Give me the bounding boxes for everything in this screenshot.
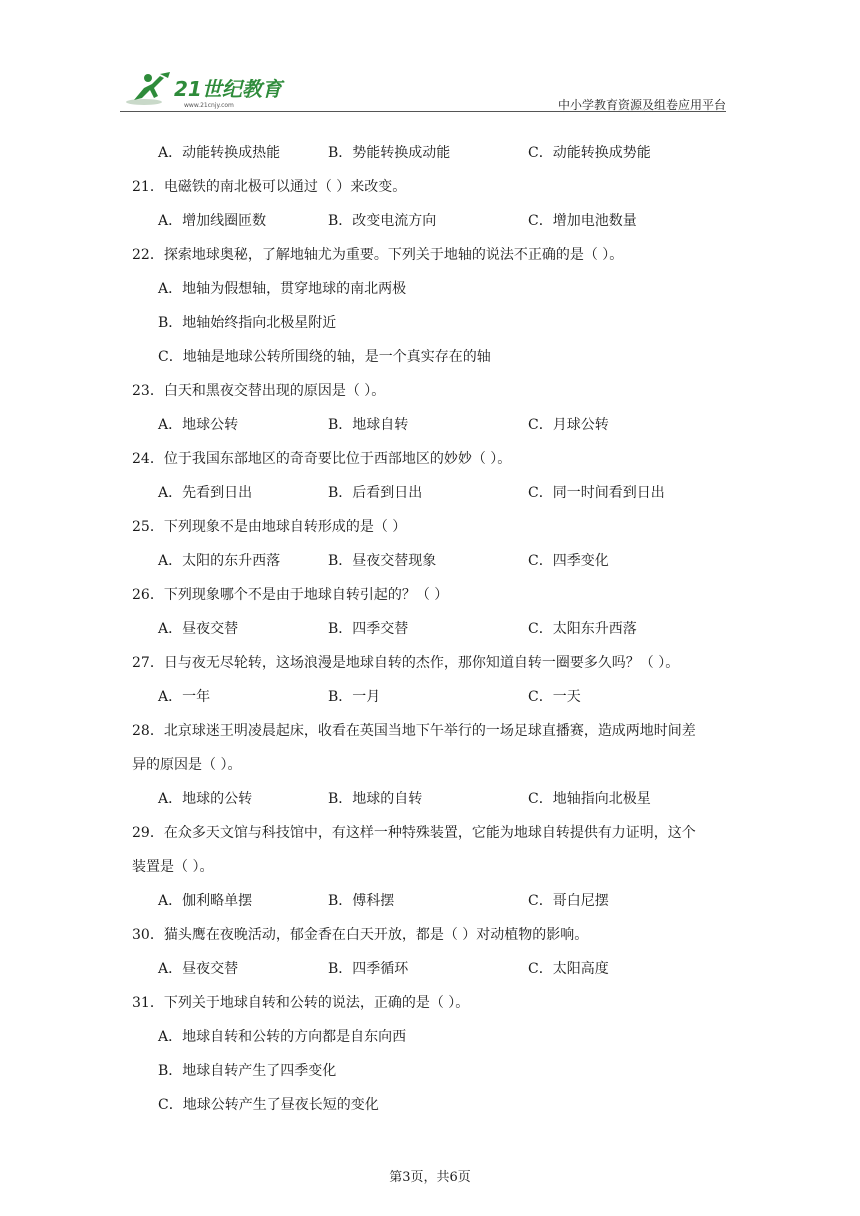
option: C．地轴指向北极星 bbox=[528, 791, 651, 807]
options-row bbox=[132, 204, 732, 238]
question-text: 25．下列现象不是由地球自转形成的是（ ） bbox=[132, 519, 407, 535]
question-text: 27．日与夜无尽轮转，这场浪漫是地球自转的杰作，那你知道自转一圈要多久吗？（ ）。 bbox=[132, 655, 680, 671]
option: C．地轴是地球公转所围绕的轴，是一个真实存在的轴 bbox=[158, 349, 491, 365]
option: B．地轴始终指向北极星附近 bbox=[158, 315, 337, 331]
option: C．动能转换成势能 bbox=[528, 145, 651, 161]
page-number: 第3页，共6页 bbox=[389, 1170, 471, 1185]
option: B．四季交替 bbox=[328, 621, 409, 637]
question-text-continued: 装置是（ ）。 bbox=[132, 859, 214, 875]
options-row bbox=[132, 408, 732, 442]
option: C．同一时间看到日出 bbox=[528, 485, 665, 501]
option: C．一天 bbox=[528, 689, 581, 705]
svg-text:www.21cnjy.com: www.21cnjy.com bbox=[184, 102, 234, 109]
option: B．势能转换成动能 bbox=[328, 145, 451, 161]
option: A．先看到日出 bbox=[158, 485, 253, 501]
option: B．四季循环 bbox=[328, 961, 409, 977]
continued-options bbox=[132, 136, 732, 170]
question-list bbox=[132, 136, 732, 1122]
option: C．哥白尼摆 bbox=[528, 893, 609, 909]
option: A．一年 bbox=[158, 689, 211, 705]
question-text: 24．位于我国东部地区的奇奇要比位于西部地区的妙妙（ ）。 bbox=[132, 451, 512, 467]
option: C．增加电池数量 bbox=[528, 213, 637, 229]
options-row bbox=[132, 544, 732, 578]
options-row bbox=[132, 782, 732, 816]
options-row bbox=[132, 612, 732, 646]
header-divider bbox=[120, 111, 726, 112]
option: A．动能转换成热能 bbox=[158, 145, 281, 161]
options-row bbox=[132, 884, 732, 918]
option: B．昼夜交替现象 bbox=[328, 553, 437, 569]
option: C．四季变化 bbox=[528, 553, 609, 569]
question-text-continued: 异的原因是（ ）。 bbox=[132, 757, 242, 773]
option: A．昼夜交替 bbox=[158, 961, 239, 977]
svg-text:21世纪教育: 21世纪教育 bbox=[174, 77, 282, 101]
option: A．昼夜交替 bbox=[158, 621, 239, 637]
option: B．一月 bbox=[328, 689, 381, 705]
option: A．太阳的东升西落 bbox=[158, 553, 281, 569]
options-row bbox=[132, 680, 732, 714]
options-row bbox=[132, 952, 732, 986]
question-text: 29．在众多天文馆与科技馆中，有这样一种特殊装置，它能为地球自转提供有力证明，这个 bbox=[132, 825, 696, 841]
option: B．地球自转产生了四季变化 bbox=[158, 1063, 337, 1079]
option: A．地球公转 bbox=[158, 417, 239, 433]
site-logo bbox=[124, 70, 294, 110]
question-text: 22．探索地球奥秘，了解地轴尤为重要。下列关于地轴的说法不正确的是（ ）。 bbox=[132, 247, 624, 263]
option: C．太阳高度 bbox=[528, 961, 609, 977]
option: C．月球公转 bbox=[528, 417, 609, 433]
platform-name: 中小学教育资源及组卷应用平台 bbox=[557, 98, 726, 112]
option: B．地球的自转 bbox=[328, 791, 423, 807]
option: B．改变电流方向 bbox=[328, 213, 437, 229]
question-text: 31．下列关于地球自转和公转的说法，正确的是（ ）。 bbox=[132, 995, 470, 1011]
option: C．太阳东升西落 bbox=[528, 621, 637, 637]
option: A．增加线圈匝数 bbox=[158, 213, 267, 229]
option: A．地球的公转 bbox=[158, 791, 253, 807]
question-text: 30．猫头鹰在夜晚活动，郁金香在白天开放，都是（ ）对动植物的影响。 bbox=[132, 927, 589, 943]
page-header bbox=[120, 66, 726, 112]
question-text: 28．北京球迷王明凌晨起床，收看在英国当地下午举行的一场足球直播赛，造成两地时间差 bbox=[132, 723, 696, 739]
option: B．傅科摆 bbox=[328, 893, 395, 909]
option: A．伽利略单摆 bbox=[158, 893, 253, 909]
option: C．地球公转产生了昼夜长短的变化 bbox=[158, 1097, 379, 1113]
option: B．后看到日出 bbox=[328, 485, 423, 501]
options-row bbox=[132, 476, 732, 510]
question-text: 23．白天和黑夜交替出现的原因是（ ）。 bbox=[132, 383, 386, 399]
option: A．地轴为假想轴，贯穿地球的南北两极 bbox=[158, 281, 407, 297]
question-text: 26．下列现象哪个不是由于地球自转引起的？（ ） bbox=[132, 587, 449, 603]
option: A．地球自转和公转的方向都是自东向西 bbox=[158, 1029, 407, 1045]
option: B．地球自转 bbox=[328, 417, 409, 433]
question-text: 21．电磁铁的南北极可以通过（ ）来改变。 bbox=[132, 179, 407, 195]
